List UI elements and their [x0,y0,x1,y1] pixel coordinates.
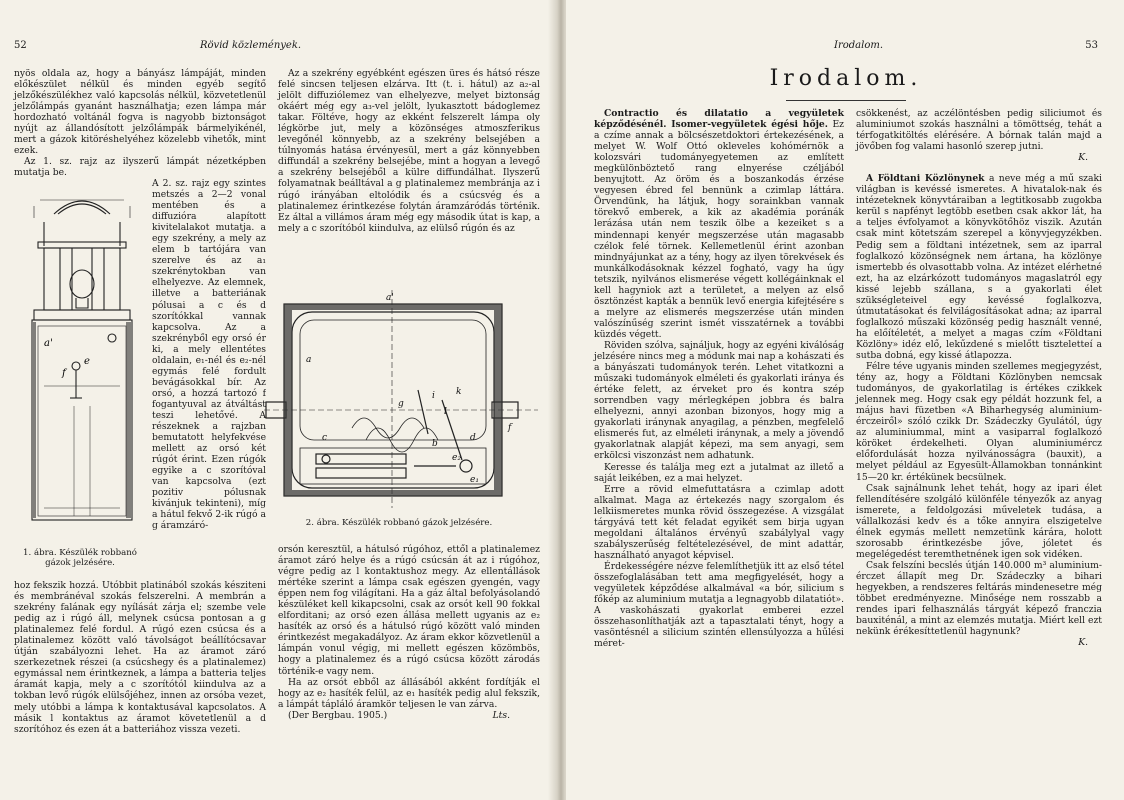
paragraph: Ha az orsót ebből az állásából akként fordítják el hogy az e₂ hasíték felül, az e₁ hasíték pedig alul fekszik, a lámpát tápláló áramkör teljesen le van zárva. [278,676,540,710]
signature: K. [1078,637,1088,649]
paragraph: nyös oldala az, hogy a bányász lámpáját, minden előkészület nélkül és minden egyéb segítő jelzőkészülékhez való kapcsolás nélkül, közvetetlenül jelzőlámpás gyanánt használhatja; ezen lámpa már hordozható voltánál fogva is nagyobb biztonságot nyújt az állandósított jelzőlámpák bármelyikénél, mert a gázok kitöréshelyéhez közelebb vihetők, mint ezek. [14,68,266,157]
left-running-head: Rövid közlemények. [200,40,302,51]
paragraph: hoz fekszik hozzá. Utóbbit platinából szokás késziteni és membránéval szokás felszerelni. A membrán a szekrény falának egy nyílását zárja el; szembe vele pedig az i rúgó áll, melynek csúcsa pontosan a g platinalemez felé fordul. A rúgó ezen csúcsa és a platinalemez között való távolságot beállítócsavar útján szabályozni lehet. Ha az áramot záró szerkezetnek részei (a csúcshegy és a platinalemez) egymással nem érintkeznek, a lámpa a batteria teljes áramát kapja, mely a c szorítótól kiindulva az a tokban levő rúgók elülsőjéhez, innen az orsóba vezet, mely utóbbi a lámpa k kontaktusával kapcsolatos. A másik l kontaktus az áramot követetlenül a d szorítóhoz és ezen át a batteriához vissza vezeti. [14,580,266,735]
left-col2-bottom [278,544,540,721]
paragraph: Röviden szólva, sajnáljuk, hogy az egyéni kiválóság jelzésére nincs meg a módunk mai nap a kohászati és a bányászati tudományok terén. Lehet vitatkozni a műszaki tudományok elméleti és gyakorlati iránya és értéke felett, az érveket pro és kontra szép sorrendben vagy mérlegképen jobbra és balra elhelyezni, annyi azonban bizonyos, hogy mig a gyakorlati iránynak anyagilag, a pénzben, megfelelő elismerés fut, az elméleti iránynak, a mely a jövendő gyakorlatnak alapját képezi, ma sem anyagi, sem erkölcsi viszonzást nem adhatunk. [594,339,844,462]
paragraph: csökkenést, az aczélöntésben pedig siliciumot és aluminiumot szokás használni a tömöttség, tehát a térfogatkitöltés elérésére. A bórnak talán majd a jövőben fog valami hasonló szerep jutni. [856,108,1102,153]
fig2-label-a1: a' [386,293,394,303]
paragraph: A 2. sz. rajz egy szintes metszés a 2—2 vonal mentében és a diffuzióra alapított kivitelalakot mutatja. a egy szekrény, a mely az elem b tartójára van szerelve és az a₁ szekrénytokban van elhelyezve. Az elemnek, illetve a batteriának pólusai a c és d szorítókkal vannak kapcsolva. Az a szekrényből egy orsó ér ki, a mely ellentétes oldalain, e₁-nél és e₂-nél egymás felé fordult bevágásokkal bír. Az orsó, a hozzá tartozó f fogantyuval az átváltást teszi lehetővé. A részeknek a rajzban bemutatott helyfekvése mellett az orsó két rúgót érint. Ezen rúgók egyike a c szorítóval van kapcsolva (ezt pozitiv pólusnak kivánjuk tekinteni), míg a hátul fekvő 2-ik rúgó a g áramzáró- [152,178,266,532]
cross-section-drawing [256,290,546,508]
source-line [278,710,540,721]
fig2-label-e1: e₁ [470,475,479,485]
article-title-foldtani: A Földtani Közlönynek [866,173,985,185]
figure-1-caption: 1. ábra. Készülék robbanó gázok jelzésére. [23,548,137,568]
fig2-label-f: f [508,423,512,433]
section-title: Irodalom. [769,66,923,91]
fig2-label-g: g [398,399,404,409]
fig1-label-a1: a' [44,338,53,349]
title-rule [786,100,906,101]
left-page [0,0,556,800]
fig1-label-f: f [62,368,66,379]
paragraph: a neve még a mű szaki világban is kevéssé ismeretes. A hivatalok-nak és intézeteknek könyvtáraiban a legtitkosabb zugokba kerül s napfényt legtöbb esetben csak akkor lát, ha a teljes évfolyamot a könyvkötőhöz viszik. Azután csak mint kötetszám szerepel a könyvjegyzékben. Pedig sem a földtani intézetnek, sem az iparral foglalkozó közönségnek nem ártana, ha közlönye ismertebb és olvasottabb volna. Az intézet elérhetné ezt, ha az elzárkózott tudományos magaslatról egy kissé lejebb szállana, s a gyakorlati élet szükségleteivel egy kevéssé foglalkozva, útmutatásokat és felvilágosításokat adna; az iparral foglalkozó műszaki közönség pedig használt venné, ha előítéletét, a melyet a magas czím «Földtani Közlöny» idéz elő, lekűzdené s mielőtt tiszteletteí a sutba dobná, egy kissé átlapozza. [856,173,1102,361]
fig2-label-b: b [432,439,438,449]
fig2-label-c: c [322,433,328,443]
left-col1-narrow [14,178,266,572]
paragraph: Félre téve ugyanis minden szellemes megjegyzést, tény az, hogy a Földtani Közlönyben nemcsak tudományos, de gyakorlatilag is értékes czikkek jelennek meg. Hogy csak egy példát hozzunk fel, a május havi füzetben «A Biharhegység aluminium-érczeiről» szóló czikk Dr. Szádeczky Gyulától, úgy az aluminiummal, mint a vasiparral foglalkozó köröket érdekelheti. Olyan aluminiumércz előfordulását hozza nyilvánosságra (bauxit), a melyet például az Egyesült-Államokban tonnánkint 15—20 kr. értékünek becsülnek. [856,361,1102,483]
fig2-label-e2: e₂ [452,453,461,463]
source-citation: (Der Bergbau. 1905.) [288,709,388,721]
left-col1-bottom [14,580,266,735]
signature: Lts. [492,709,510,721]
figure-2-cross-section [256,290,546,508]
paragraph: Keresse és találja meg ezt a jutalmat az illető a saját leikében, ez a mai helyzet. [594,461,844,484]
fig2-label-d: d [470,433,476,443]
fig1-label-e: e [84,356,90,367]
paragraph: Ez a czíme annak a bölcsészetdoktori értekezésének, a melyet W. Wolf Ottó okleveles kohómérnök a kolozsvári tudományegyetemen az említett megkülönböztető rang elnyerése czéljából benyujtott. Az öröm és a boszankodás érzése vegyesen ébred fel bennünk a czimlap láttára. Örvendünk, ha látjuk, hogy sorainkban vannak törekvő emberek, a kik az akadémia poránák lerázása után nem teszik ölbe a kezeiket s a mindennapi kenyér megszerzése után magasabb czélok felé törnek. Kellemetlenül érint azonban mindnyájunkat az a tény, hogy az ilyen törekvések és munkálkodásoknak kézzel fogható, vagy ha úgy tetszik, nyilvános elismerése végett kollégáinknak el kell hagyniok azt a területet, a melyen az első ösztönzést kapták a bennük levő energia kifejtésére s a melyre az elismerés megszerzése után minden valószínűség szerint ismét visszatérnek a további küzdés végett. [594,119,844,340]
signature: K. [1078,152,1088,164]
paragraph: Csak sajnálnunk lehet tehát, hogy az ipari élet fellendítésére szolgáló különféle tényezők az anyag ismerete, a feldolgozási műveletek tudása, a vállalkozási kedv és a tőke annyira elszigetelve élnek egymás mellett nemzetünk kárára, holott szorosabb érintkezésbe jőve, jóletet és megelégedést teremthetnének igen sok vidéken. [856,482,1102,560]
right-running-head: Irodalom. [834,40,883,51]
right-col2 [856,108,1102,648]
article-title-contractio: Contractio és dilatatio a vegyületek képződésénél. Isomer-vegyületek égési hője. [594,108,844,131]
right-page-number: 53 [1085,40,1098,51]
fig2-label-i: i [432,391,435,401]
left-page-number: 52 [14,40,27,51]
left-col2-top [278,68,540,234]
figure-2-caption: 2. ábra. Készülék robbanó gázok jelzésére. [305,518,493,528]
paragraph: Az a szekrény egyébként egészen üres és hátsó része felé sincsen teljesen elzárva. Itt (t. i. hátul) az a₂-al jelölt diffuziólemez van elhelyezve, melyet biztonság okáért még egy a₃-vel jelölt, lyukasztott bádoglemez takar. Föltéve, hogy az ekként felszerelt lámpa oly légkörbe jut, mely a közönséges atmoszferikus levegőnél könnyebb, az a szekrény belsejében a túlnyomás hatása érvényesül, mert a gáz könnyebben diffundál a szekrény belsejébe, mint a hogyan a levegő a szekrény belsejéből a külre diffundálhat. Ilyszerű folyamatnak beálltával a g platinalemez membránja az i rúgó irányában eltolódik és a csúcsvég és a platinalemez érintkezése folytán áramzáródás történik. Ez által a villámos áram még egy második útat is kap, a mely a c szorítóból kiindulva, az elülső rúgón és az [278,68,540,234]
paragraph: Az 1. sz. rajz az ilyszerű lámpát nézetképben mutatja be. [14,156,266,179]
paragraph: Erre a rövid elmefuttatásra a czimlap adott alkalmat. Maga az értekezés nagy szorgalom és lelkiismeretes munka rövid összegezése. A vizsgálat tárgyává tett két feladat egyikét sem birja ugyan megoldani általános érvényű szabálylyal vagy szabályszerűség feltételezésével, de mint adattár, használható anyagot képvisel. [594,483,844,561]
paragraph: orsón keresztül, a hátulsó rúgóhoz, ettől a platinalemez áramot záró helye és a rúgó csúcsán át az i rúgóhoz, végre pedig az l kontaktushoz megy. Az ellentállások mértéke szerint a lámpa csak egészen gyengén, vagy éppen nem fog világítani. Ha a gáz által befolyásolandó készüléket kell kikapcsolni, csak az orsót kell 90 fokkal elforditani; az orsó ezen állása mellett ugyanis az e₂ hasíték az orsó és a hátulsó rúgó között való minden érintkezést megakadályoz. Az áram ekkor közvetlenül a lámpán vonul végig, mi mellett egészen közömbös, hogy a platinalemez és a rúgó csúcsa között zárodás történik-e vagy nem. [278,544,540,677]
left-col1-top [14,68,266,178]
fig2-label-k: k [456,387,462,397]
fig2-label-a: a [306,355,312,365]
right-page [566,0,1124,800]
paragraph: Csak felszíni becslés útján 140.000 m³ aluminium-érczet állapít meg Dr. Szádeczky a bihari hegyekben, a rendszeres feltárás mindenesetre még többet eredményezne. Minősége nem rosszabb a rendes ipari felhasználás tárgyát képező franczia bauxiténál, a mint az elemzés mutatja. Miért kell ezt nekünk érékesíttetlenül hagynunk? [856,559,1102,638]
paragraph: Érdekességére nézve felemlíthetjük itt az első tétel összefoglalásában tett ama megfigyelését, hogy a vegyületek képződése alkalmával «a bór, silicium s főkép az aluminium mutatja a legnagyobb dilatatiót». A vaskohászati gyakorlat emberei ezzel összehasonlíthatják azt a tapasztalati tényt, hogy a vasöntésnél a silicium szintén ellensúlyozza a hűlési méret- [594,560,844,650]
right-col1 [594,108,844,649]
fig2-label-l: l [444,407,447,417]
